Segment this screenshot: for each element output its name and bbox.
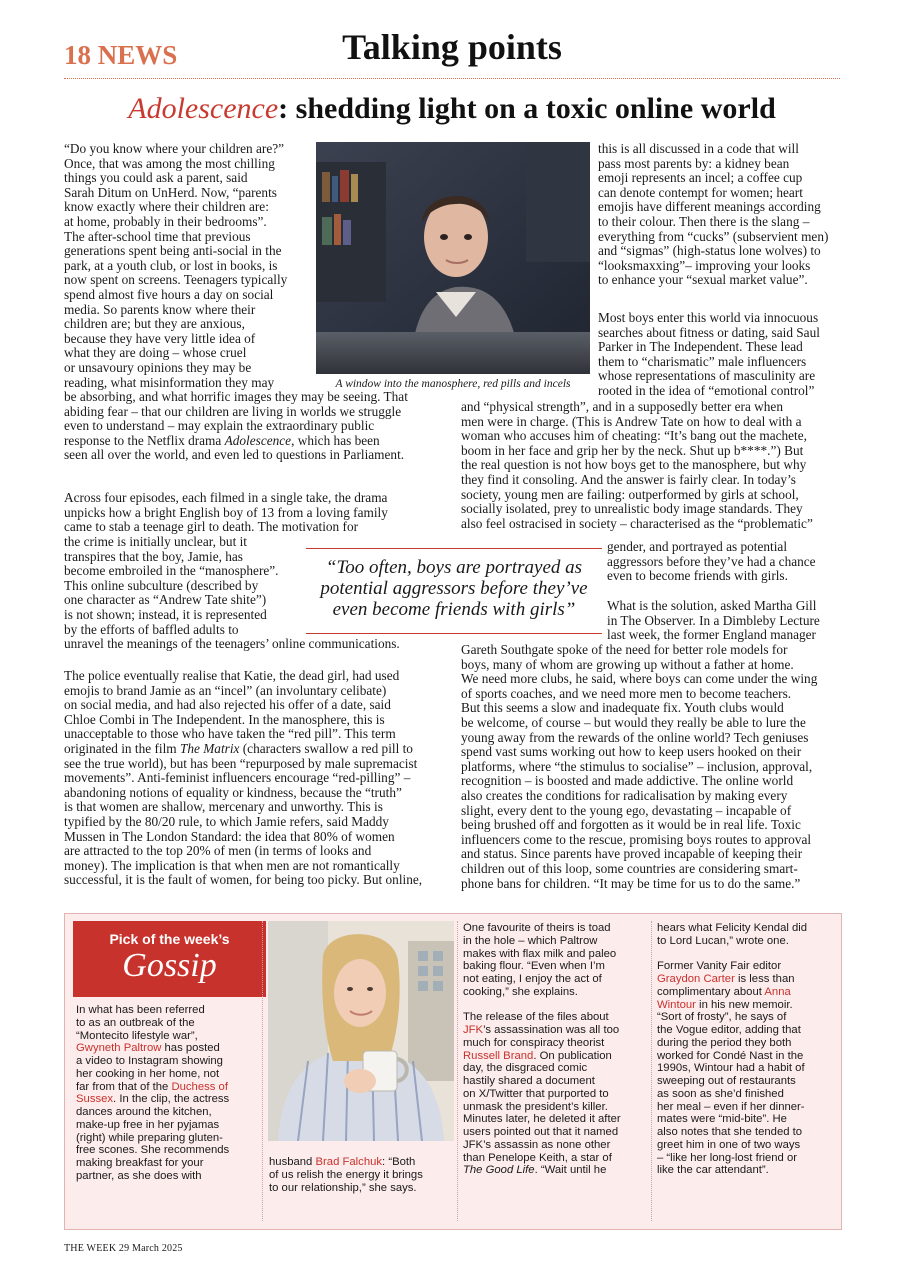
pull-quote — [306, 548, 602, 634]
header-divider — [64, 78, 840, 79]
pull-quote-text: “Too often, boys are portrayed as potential aggressors before they’ve even become friends with girls” — [320, 557, 588, 620]
article-para2-end: unravel the meanings of the teenagers’ online communications. — [64, 636, 400, 651]
gossip-col4: hears what Felicity Kendal did to Lord Lucan,” wrote one. Former Vanity Fair editor Graydon Carter is less than complimentary about Anna Wintour in his new memoir. “Sort of frosty”, he says of the Vogue editor, adding that during the period they both worked for Condé Nast in the 1990s, Wintour had a habit of sweeping out of restaurants as soon as she’d finished her meal – even if her dinner- mates were “mid-bite”. He also notes that she tended to greet him in one of two ways – “like her long-lost friend or like the car attendant”. — [657, 922, 808, 1177]
article-para2-narrow: the crime is initially unclear, but it transpires that the boy, Jamie, has become embroiled in the “manosphere”. This online subculture (described by one character as “Andrew Tate shite”) is not shown; instead, it is represented by the efforts of baffled adults to — [64, 534, 279, 637]
article-col1-wide: be absorbing, and what horrific images they may be seeing. That abiding fear – that our children are living in worlds we struggle even to understand – may explain the extraordinary public response to the Netflix drama Adolescence, which has been seen all over the world, and even led to questions in Parliament. — [64, 389, 408, 463]
article-para3: The police eventually realise that Katie, the dead girl, had used emojis to brand Jamie as an “incel” (an involuntary celibate) on social media, and had also rejected his offer of a date, said Chloe Combi in The Independent. In the manosphere, this is unacceptable to those who have taken the “red pill”. This term originated in the film The Matrix (characters swallow a red pill to see the true world), but has been “repurposed by male supremacist movements”. Anti-feminist influencers encourage “red-pilling” – abandoning notions of equality or kindness, because the “truth” is that women are shallow, mercenary and unworthy. This is typified by the 80/20 rule, to which Jamie refers, said Maddy Mussen in The London Standard: the idea that 80% of women are attracted to the top 20% of men (in terms of looks and money). The implication is that when men are not romantically successful, it is the fault of women, for being too picky. But online, — [64, 668, 423, 888]
gossip-col1: In what has been referred to as an outbreak of the “Montecito lifestyle war”, Gwyneth Paltrow has posted a video to Instagram showing her cooking in her home, not far from that of the Duchess of Sussex. In the clip, the actress dances around the kitchen, make-up free in her pyjamas (right) while preparing gluten- free scones. She recommends making breakfast for your partner, as she does with — [76, 1004, 230, 1182]
article-photo — [316, 142, 590, 374]
page-footer: THE WEEK 29 March 2025 — [64, 1243, 183, 1254]
page-title: Talking points — [342, 27, 562, 67]
gossip-badge-title: Gossip — [122, 947, 217, 984]
article-col3-bottom: Gareth Southgate spoke of the need for better role models for boys, many of whom are growing up without a father at home. We need more clubs, he said, where boys can come under the wing of sports coaches, and we need more men to become teachers. But this seems a slow and inadequate fix. Youth clubs would be welcome, of course – but would they really be able to lure the young away from the rewards of the online world? Tech geniuses spend vast sums working out how to keep users hooked on their platforms, where “the stimulus to socialise” – inclusion, approval, recognition – is boosted and made addictive. The online world also creates the conditions for radicalisation by making every slight, every dent to the young ego, devastating – incapable of being brushed off and forgotten as it would be in real life. Toxic influencers come to the rescue, promising boys routes to approval and status. Since parents have proved incapable of keeping their children out of this loop, some countries are considering smart- phone bans for children. “It may be time for us to do the same.” — [461, 642, 818, 891]
article-col3-narrow1: gender, and portrayed as potential aggressors before they’ve had a chance even to become friends with girls. — [607, 539, 816, 584]
gossip-col3: One favourite of theirs is toad in the hole – which Paltrow makes with flax milk and paleo baking flour. “Even when I’m not eating, I enjoy the act of cooking,” she explains. The release of the files about JFK’s assassination was all too much for conspiracy theorist Russell Brand. On publication day, the disgraced comic hastily shared a document on X/Twitter that purported to unmask the president’s killer. Minutes later, he deleted it after users pointed out that it named JFK’s assassin as none other than Penelope Keith, a star of The Good Life. “Wait until he — [463, 922, 621, 1177]
gossip-photo — [268, 921, 454, 1141]
paltrow-photo-illustration — [268, 921, 454, 1141]
gossip-badge-kicker: Pick of the week’s — [109, 931, 230, 947]
page-number: 18 NEWS — [64, 40, 178, 70]
article-headline: Adolescence: shedding light on a toxic online world — [128, 92, 776, 125]
article-col3-para2: Most boys enter this world via innocuous searches about fitness or dating, said Saul Parker in The Independent. These lead them to “charismatic” male influencers whose representations of masculinity are rooted in the idea of “emotional control” — [598, 310, 820, 398]
article-col3-top: this is all discussed in a code that will pass most parents by: a kidney bean emoji represents an incel; a coffee cup can denote contempt for women; heart emojis have different meanings according to their colour. Then there is the slang – everything from “cucks” (subservient men) and “sigmas” (high-status lone wolves) to “looksmaxxing”– improving your looks to enhance your “sexual market value”. — [598, 141, 829, 288]
article-col1-top: “Do you know where your children are?” Once, that was among the most chilling things you could ask a parent, said Sarah Ditum on UnHerd. Now, “parents know exactly where their children are: at home, probably in their bedrooms”. The after-school time that previous generations spent being anti-social in the park, at a youth club, or lost in books, is now spent on screens. Teenagers typically spend almost five hours a day on social media. So parents know where their children are; but they are anxious, because they have very little idea of what they are doing – whose cruel or unsavoury opinions they may be reading, what misinformation they may — [64, 141, 288, 390]
boy-photo-illustration — [316, 142, 590, 374]
article-col3-wide: and “physical strength”, and in a supposedly better era when men were in charge. (This is Andrew Tate on how to deal with a woman who accuses him of cheating: “It’s bang out the machete, boom in her face and grip her by the neck. Shut up b****.”) But the real question is not how boys get to the manosphere, but why they find it consoling. And the answer is fairly clear. In today’s society, young men are failing: outperformed by girls at school, socially isolated, prey to unrealistic body image standards. They also feel ostracised in society – characterised as the “problematic” — [461, 399, 813, 531]
article-para2-top: Across four episodes, each filmed in a single take, the drama unpicks how a bright English boy of 13 from a loving family came to stab a teenage girl to death. The motivation for — [64, 490, 388, 535]
gossip-divider — [262, 921, 263, 1221]
gossip-col2: husband Brad Falchuk: “Both of us relish the energy it brings to our relationship,” she says. — [269, 1156, 423, 1194]
gossip-divider — [651, 921, 652, 1221]
article-col3-narrow2: What is the solution, asked Martha Gill in The Observer. In a Dimbleby Lecture last week, the former England manager — [607, 598, 820, 643]
photo-caption: A window into the manosphere, red pills and incels — [335, 378, 571, 390]
gossip-divider — [457, 921, 458, 1221]
gossip-badge — [73, 921, 266, 997]
